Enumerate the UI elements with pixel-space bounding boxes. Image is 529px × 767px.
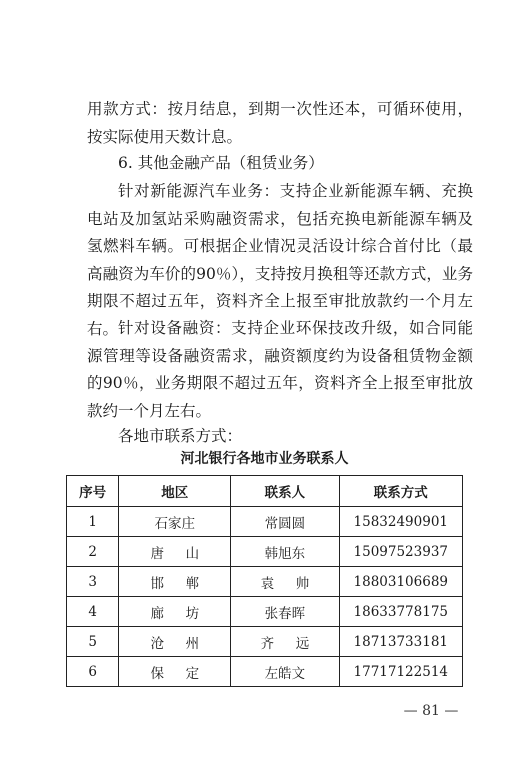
section-heading-leasing: 6. 其他金融产品（租赁业务）: [118, 154, 324, 172]
table-row: [67, 627, 463, 657]
row-no: 4: [67, 597, 119, 627]
row-phone: 18803106689: [339, 567, 462, 597]
row-phone: 15832490901: [339, 507, 462, 537]
table-row: [67, 567, 463, 597]
header-phone: 联系方式: [339, 476, 462, 507]
row-region: 保定: [119, 657, 231, 687]
row-no: 5: [67, 627, 119, 657]
row-contact: 张春晖: [231, 597, 339, 627]
table-caption: 河北银行各地市业务联系人: [180, 451, 349, 467]
table-row: [67, 657, 463, 687]
row-contact: 左皓文: [231, 657, 339, 687]
row-contact: 韩旭东: [231, 537, 339, 567]
row-region: 邯郸: [119, 567, 231, 597]
row-contact: 袁帅: [231, 567, 339, 597]
row-contact: 齐远: [231, 627, 339, 657]
row-no: 3: [67, 567, 119, 597]
row-no: 6: [67, 657, 119, 687]
row-phone: 17717122514: [339, 657, 462, 687]
table-header-row: [67, 476, 463, 507]
page-number: — 81 —: [403, 703, 459, 719]
row-phone: 15097523937: [339, 537, 462, 567]
table-row: [67, 537, 463, 567]
row-region: 唐山: [119, 537, 231, 567]
table-row: [67, 507, 463, 537]
row-phone: 18713733181: [339, 627, 462, 657]
row-contact: 常圆圆: [231, 507, 339, 537]
header-region: 地区: [119, 476, 231, 507]
row-region: 石家庄: [119, 507, 231, 537]
row-phone: 18633778175: [339, 597, 462, 627]
row-region: 廊坊: [119, 597, 231, 627]
row-no: 1: [67, 507, 119, 537]
payment-method-paragraph: 用款方式：按月结息，到期一次性还本，可循环使用，按实际使用天数计息。: [87, 100, 473, 146]
equipment-financing-paragraph: 针对设备融资：支持企业环保技改升级，如合同能源管理等设备融资需求，融资额度约为设备租赁物金额的90％，业务期限不超过五年，资料齐全上报至审批放款约一个月左右。: [87, 319, 473, 420]
contacts-table: [66, 475, 463, 687]
city-contacts-intro: 各地市联系方式：: [118, 427, 243, 445]
table-row: [67, 597, 463, 627]
row-no: 2: [67, 537, 119, 567]
new-energy-vehicle-paragraph: 针对新能源汽车业务：支持企业新能源车辆、充换电站及加氢站采购融资需求，包括充换电新能源车辆及氢燃料车辆。可根据企业情况灵活设计综合首付比（最高融资为车价的90％），支持按月换租等还款方式，业务期限不超过五年，资料齐全上报至审批放款约一个月左右。: [87, 182, 473, 338]
header-contact: 联系人: [231, 476, 339, 507]
row-region: 沧州: [119, 627, 231, 657]
header-no: 序号: [67, 476, 119, 507]
